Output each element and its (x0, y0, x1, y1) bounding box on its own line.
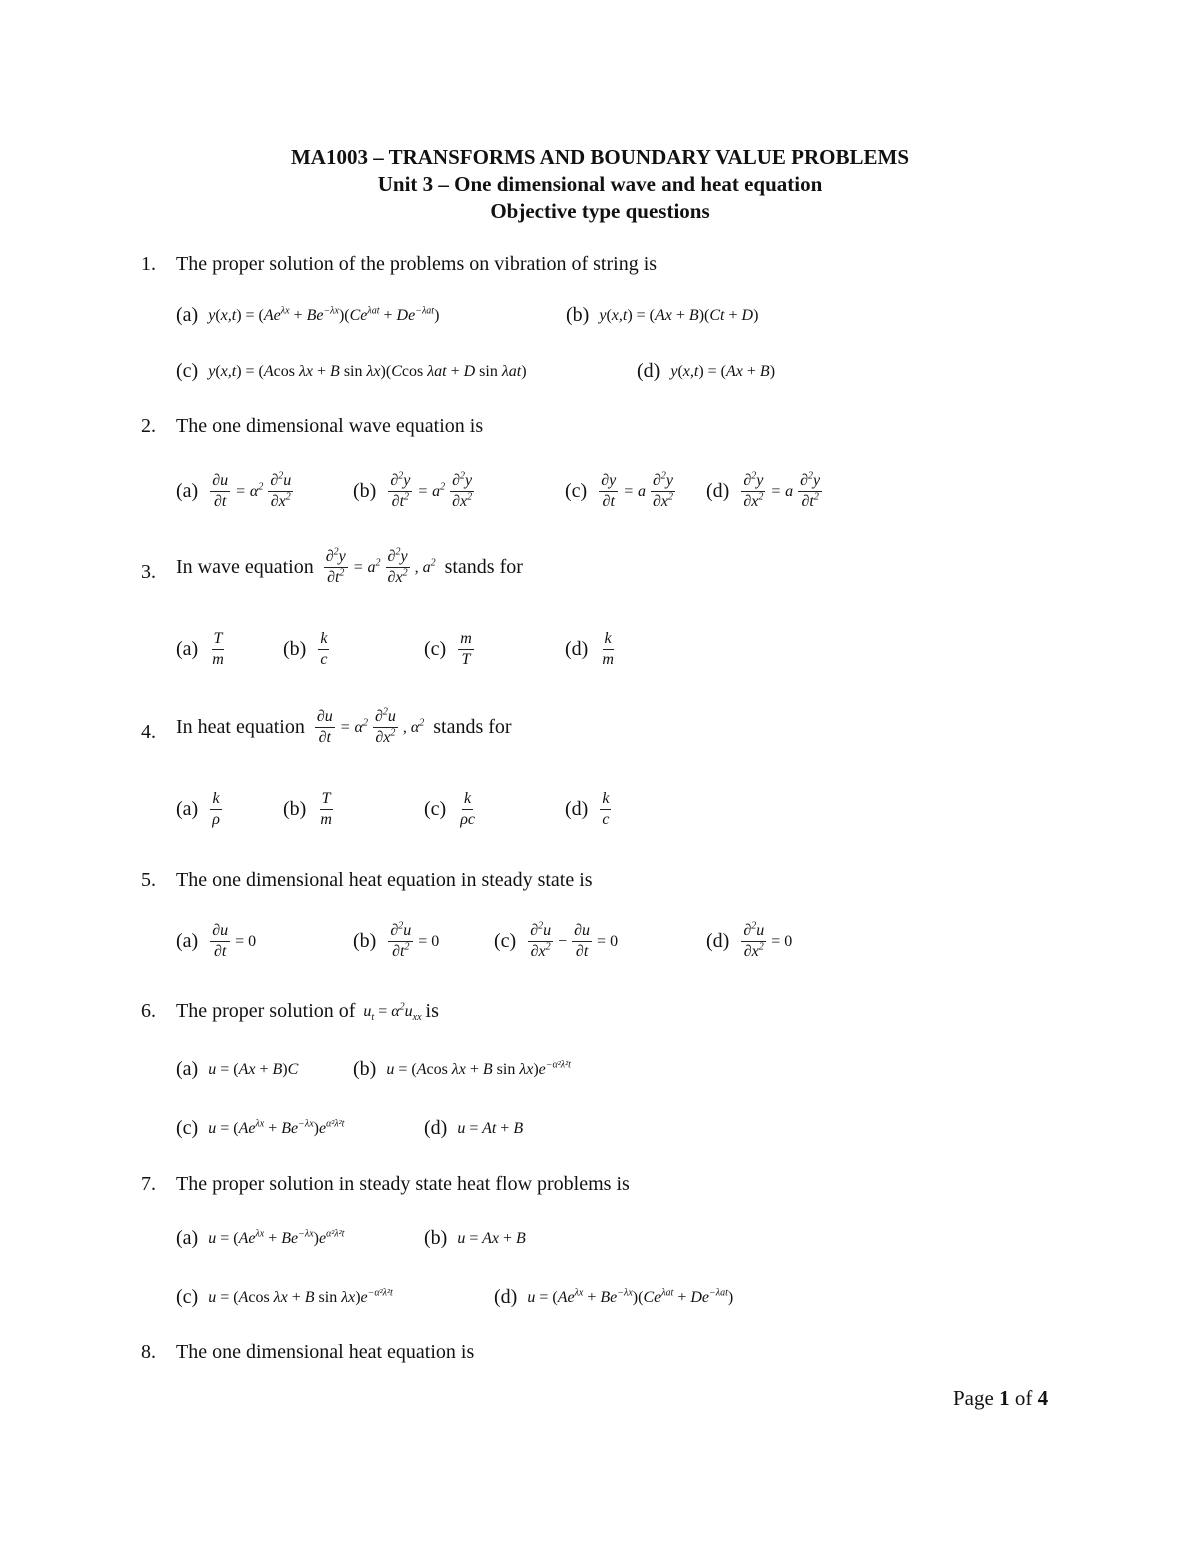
option-d (424, 1117, 523, 1140)
fraction: $\frac{\partial^2y}{\partial t^2}$ (390, 470, 411, 510)
option-c (424, 790, 479, 829)
option-b (283, 630, 331, 669)
option-b (353, 1058, 571, 1081)
fraction: $\frac{k}{\rho c}$ (460, 790, 475, 828)
fraction: $\frac{\partial^2y}{\partial t^2}$ (325, 546, 346, 586)
option-label: (b) (353, 1058, 377, 1080)
fraction: $\frac{T}{m}$ (212, 630, 224, 668)
option-d (637, 360, 775, 383)
question-number: 4. (141, 721, 156, 743)
option-label: (a) (176, 1058, 199, 1080)
fraction: $\frac{\partial^2y}{\partial t^2}$ (800, 470, 821, 510)
option-d (565, 790, 613, 829)
section-subtitle: Objective type questions (490, 199, 710, 223)
option-d (494, 1286, 733, 1309)
option-label: (c) (494, 930, 517, 952)
option-a (176, 1227, 344, 1250)
option-label: (c) (176, 360, 199, 382)
fraction: $\frac{\partial^2u}{\partial x^2}$ (374, 706, 396, 746)
option-label: (c) (176, 1117, 199, 1139)
option-c (424, 630, 476, 669)
question-text-after: is (425, 1000, 439, 1022)
math-expression: u = (Acos λx + B $\sin \lambda x)e^{-\alpha^2\lambda^2t}$ (386, 1059, 571, 1078)
option-label: (d) (565, 798, 589, 820)
question-text: The one dimensional heat equation is (176, 1341, 475, 1363)
option-label: (c) (424, 638, 447, 660)
fraction: $\frac{k}{c}$ (602, 790, 610, 828)
option-a: (a) $\frac{\partial u}{\partial t}$ = $\alpha^2$ $\frac{\partial^2u}{\partial x^2}$ (176, 470, 292, 510)
question-number: 1. (141, 253, 156, 275)
fraction: $\frac{\partial^2y}{\partial x^2}$ (452, 470, 473, 510)
option-label: (c) (565, 480, 588, 502)
fraction: $\frac{\partial^2u}{\partial x^2}$ (270, 470, 292, 510)
option-a (176, 1058, 298, 1081)
fraction: $\frac{k}{c}$ (320, 630, 328, 668)
question-text-after: stands for (444, 556, 523, 578)
fraction: $\frac{\partial^2y}{\partial x^2}$ (653, 470, 674, 510)
option-label: (b) (424, 1227, 448, 1249)
option-label: (b) (353, 480, 377, 502)
math-expression: $u = (Ae^{\lambda x} + Be^{-\lambda x})(Ce^{\lambda at} + De^{-\lambda at})$ (527, 1287, 734, 1306)
fraction: $\frac{\partial^2u}{\partial t^2}$ (390, 920, 412, 960)
option-b (566, 304, 758, 327)
fraction: $\frac{\partial^2u}{\partial x^2}$ (530, 920, 552, 960)
question-text-before: The proper solution of (176, 1000, 356, 1022)
page-number (953, 1386, 1048, 1411)
option-label: (b) (283, 798, 307, 820)
current-page: 1 (999, 1386, 1010, 1410)
option-label: (d) (706, 930, 730, 952)
fraction: $\frac{\partial u}{\partial t}$ (574, 922, 591, 960)
question-number: 3. (141, 561, 156, 583)
question-text: The proper solution in steady state heat flow problems is (176, 1173, 630, 1195)
question-number: 7. (141, 1173, 156, 1195)
option-label: (b) (566, 304, 590, 326)
option-label: (b) (353, 930, 377, 952)
option-label: (d) (424, 1117, 448, 1139)
option-a (176, 304, 439, 327)
option-c (176, 360, 527, 383)
question-text-before: In heat equation (176, 716, 305, 738)
option-a (176, 790, 224, 829)
fraction: $\frac{k}{\rho}$ (212, 790, 220, 828)
option-d: (d) $\frac{\partial^2y}{\partial x^2}$ = a $\frac{\partial^2y}{\partial t^2}$ (706, 470, 821, 510)
math-expression: y(x,t) = (Ax + B)(Ct + D) (599, 306, 759, 324)
question-text: In wave equation $\frac{\partial^2y}{\partial t^2}$ = $a^2$ $\frac{\partial^2y}{\partial x^2}$ , $a^2$ stands for (176, 546, 523, 586)
option-b (424, 1227, 526, 1250)
option-a (176, 630, 228, 669)
question-text-after: stands for (433, 716, 512, 738)
option-a: (a) $\frac{\partial u}{\partial t}$ = 0 (176, 922, 257, 960)
option-label: (d) (565, 638, 589, 660)
fraction: $\frac{\partial u}{\partial t}$ (212, 472, 229, 510)
question-number: 8. (141, 1341, 156, 1363)
option-b: (b) $\frac{\partial^2u}{\partial t^2}$ = 0 (353, 920, 440, 960)
question-number: 6. (141, 1000, 156, 1022)
option-b (283, 790, 336, 829)
math-expression: y(x,t) = (Acos λx + B sin λx)(Ccos λat + D sin λat) (208, 362, 527, 380)
math-expression: $u = (Ae^{\lambda x} + Be^{-\lambda x})e^{\alpha^2\lambda^2t}$ (208, 1228, 345, 1247)
math-expression: u = (Acos λx + B $\sin \lambda x)e^{-\alpha^2\lambda^2t}$ (208, 1287, 393, 1306)
math-expression: $u = (Ae^{\lambda x} + Be^{-\lambda x})e^{\alpha^2\lambda^2t}$ (208, 1118, 345, 1137)
option-label: (c) (176, 1286, 199, 1308)
fraction: $\frac{m}{T}$ (460, 630, 472, 668)
fraction: $\frac{T}{m}$ (320, 790, 332, 828)
of-word: of (1014, 1386, 1033, 1410)
option-c (176, 1286, 393, 1309)
option-label: (c) (424, 798, 447, 820)
question-text: The one dimensional heat equation in steady state is (176, 869, 593, 891)
page-word: Page (953, 1386, 994, 1410)
option-label: (a) (176, 304, 199, 326)
fraction: $\frac{\partial u}{\partial t}$ (212, 922, 229, 960)
option-c: (c) $\frac{\partial y}{\partial t}$ = a $\frac{\partial^2y}{\partial x^2}$ (565, 470, 674, 510)
option-label: (d) (637, 360, 661, 382)
question-number: 5. (141, 869, 156, 891)
math-expression: $y(x,t) = (Ae^{\lambda x} + Be^{-\lambda x})(Ce^{\lambda at} + De^{-\lambda at})$ (208, 305, 440, 324)
fraction: $\frac{\partial^2y}{\partial x^2}$ (743, 470, 764, 510)
math-expression: u = Ax + B (457, 1229, 526, 1247)
question-text: In heat equation $\frac{\partial u}{\partial t}$ = $\alpha^2$ $\frac{\partial^2u}{\partial x^2}$ , $\alpha^2$ stands for (176, 706, 512, 746)
option-label: (d) (494, 1286, 518, 1308)
question-text: The proper solution of the problems on vibration of string is (176, 253, 658, 275)
math-expression: u = At + B (457, 1119, 524, 1137)
option-label: (a) (176, 638, 199, 660)
option-label: (a) (176, 930, 199, 952)
fraction: $\frac{\partial^2y}{\partial x^2}$ (387, 546, 408, 586)
total-pages: 4 (1037, 1386, 1049, 1410)
option-c (176, 1117, 344, 1140)
option-label: (a) (176, 798, 199, 820)
option-label: (a) (176, 1227, 199, 1249)
question-text (176, 1000, 439, 1023)
option-label: (b) (283, 638, 307, 660)
question-number: 2. (141, 415, 156, 437)
option-d: (d) $\frac{\partial^2u}{\partial x^2}$ = 0 (706, 920, 793, 960)
question-text: The one dimensional wave equation is (176, 415, 484, 437)
math-expression: $u_t = \alpha^2u_{xx}$ (363, 1001, 422, 1023)
option-label: (d) (706, 480, 730, 502)
math-expression: y(x,t) = (Ax + B) (670, 362, 776, 380)
fraction: $\frac{\partial^2u}{\partial x^2}$ (743, 920, 765, 960)
document-title: MA1003 – TRANSFORMS AND BOUNDARY VALUE PROBLEMS (290, 145, 910, 169)
option-b: (b) $\frac{\partial^2y}{\partial t^2}$ = $a^2$ $\frac{\partial^2y}{\partial x^2}$ (353, 470, 473, 510)
math-expression: u = (Ax + B)C (208, 1060, 299, 1078)
option-c: (c) $\frac{\partial^2u}{\partial x^2}$ − $\frac{\partial u}{\partial t}$ = 0 (494, 920, 619, 960)
option-label: (a) (176, 480, 199, 502)
fraction: $\frac{\partial u}{\partial t}$ (316, 708, 333, 746)
fraction: $\frac{k}{m}$ (602, 630, 614, 668)
fraction: $\frac{\partial y}{\partial t}$ (601, 472, 617, 510)
option-d (565, 630, 618, 669)
question-text-before: In wave equation (176, 556, 314, 578)
unit-title: Unit 3 – One dimensional wave and heat equation (377, 172, 823, 196)
